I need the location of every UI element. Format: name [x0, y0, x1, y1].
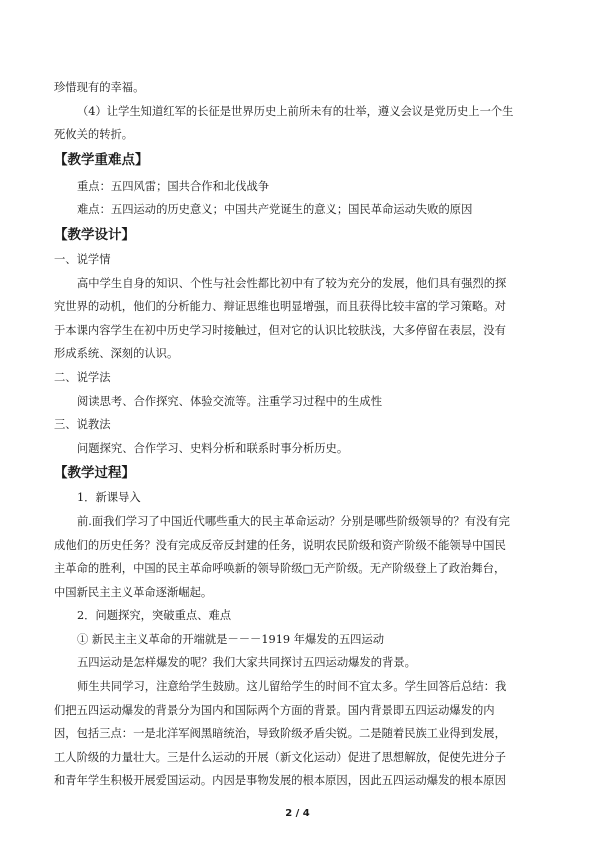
step-2-question: 五四运动是怎样爆发的呢？我们大家共同探讨五四运动爆发的背景。 [77, 656, 416, 670]
step-1-text-cont: 成他们的历史任务？没有完成反帝反封建的任务，说明农民阶级和资产阶级不能领导中国民 [54, 538, 506, 552]
students-text-cont: 于本课内容学生在初中历史学习时接触过，但对它的认识比较肤浅，大多停留在表层，没有 [54, 323, 506, 337]
difficulty-text: 难点：五四运动的历史意义；中国共产党诞生的意义；国民革命运动失败的原因 [77, 203, 473, 217]
students-text: 高中学生自身的知识、个性与社会性都比初中有了较为充分的发展，他们具有强烈的探 [77, 276, 507, 290]
step-2-point-1: ① 新民主主义革命的开端就是－－－1919 年爆发的五四运动 [77, 632, 385, 646]
page-number: 2 / 4 [285, 808, 310, 819]
students-text-cont: 究世界的动机，他们的分析能力、辩证思维也明显增强，而且获得比较丰富的学习策略。对 [54, 300, 506, 314]
section-heading-design: 【教学设计】 [54, 226, 135, 243]
learning-method-text: 阅读思考、合作探究、体验交流等。注重学习过程中的生成性 [77, 394, 383, 408]
step-2-title: 2．问题探究，突破重点、难点 [77, 609, 232, 623]
subsection-learning-method: 二、说学法 [54, 370, 111, 384]
teaching-method-text: 问题探究、合作学习、史料分析和联系时事分析历史。 [77, 441, 349, 455]
section-heading-key-points: 【教学重难点】 [54, 151, 149, 168]
step-2-text: 师生共同学习，注意给学生鼓励。这儿留给学生的时间不宜太多。学生回答后总结：我 [77, 680, 507, 694]
paragraph-text: 珍惜现有的幸福。 [54, 81, 145, 94]
section-heading-process: 【教学过程】 [54, 465, 135, 482]
objective-4-text: （4）让学生知道红军的长征是世界历史上前所未有的壮举，遵义会议是党历史上一个生 [77, 104, 514, 118]
step-1-title: 1．新课导入 [77, 491, 141, 505]
step-1-text-cont: 中国新民主主义革命逐渐崛起。 [54, 585, 213, 599]
objective-4-text-cont: 死攸关的转折。 [54, 128, 134, 142]
step-1-text: 前.面我们学习了中国近代哪些重大的民主革命运动？分别是哪些阶级领导的？有没有完 [77, 514, 510, 528]
students-text-cont: 形成系统、深刻的认识。 [54, 347, 179, 361]
subsection-teaching-method: 三、说教法 [54, 418, 111, 432]
step-2-text-cont: 们把五四运动爆发的背景分为国内和国际两个方面的背景。国内背景即五四运动爆发的内 [54, 703, 495, 717]
subsection-students: 一、说学情 [54, 252, 111, 266]
key-point-text: 重点：五四风雷；国共合作和北伐战争 [77, 179, 270, 193]
step-1-text-cont: 主革命的胜利，中国的民主革命呼唤新的领导阶级□无产阶级。无产阶级登上了政治舞台， [54, 562, 506, 576]
body-text [54, 76, 544, 793]
step-2-text-cont: 和青年学生积极开展爱国运动。内因是事物发展的根本原因，因此五四运动爆发的根本原因 [54, 774, 506, 788]
step-2-text-cont: 因，包括三点：一是北洋军阀黑暗统治，导致阶级矛盾尖锐。二是随着民族工业得到发展， [54, 727, 506, 741]
step-2-text-cont: 工人阶级的力量壮大。三是什么运动的开展（新文化运动）促进了思想解放，促使先进分子 [54, 750, 506, 764]
